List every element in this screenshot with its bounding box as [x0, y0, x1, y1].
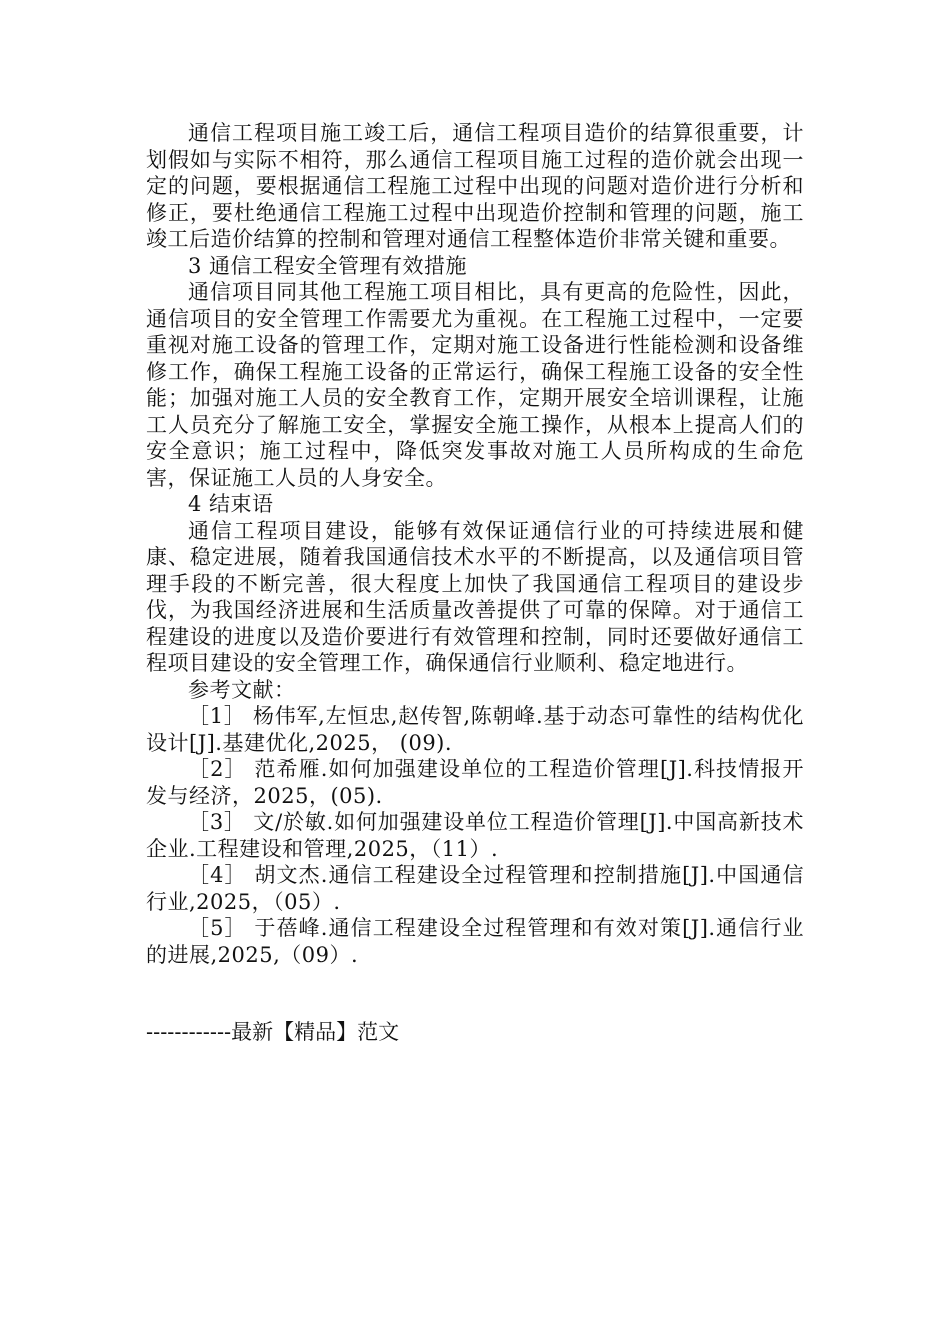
reference-item: ［2］ 范希雁.如何加强建设单位的工程造价管理[J].科技情报开发与经济，2025，(05).	[146, 757, 804, 808]
reference-item: ［1］ 杨伟军,左恒忠,赵传智,陈朝峰.基于动态可靠性的结构优化设计[J].基建优化,2025， (09).	[146, 704, 804, 755]
document-body	[146, 120, 804, 968]
paragraph: 通信工程项目建设，能够有效保证通信行业的可持续进展和健康、稳定进展，随着我国通信技术水平的不断提高，以及通信项目管理手段的不断完善，很大程度上加快了我国通信工程项目的建设步伐，为我国经济进展和生活质量改善提供了可靠的保障。对于通信工程建设的进度以及造价要进行有效管理和控制，同时还要做好通信工程项目建设的安全管理工作，确保通信行业顺利、稳定地进行。	[146, 518, 804, 675]
paragraph: 通信项目同其他工程施工项目相比，具有更高的危险性，因此，通信项目的安全管理工作需要尤为重视。在工程施工过程中，一定要重视对施工设备的管理工作，定期对施工设备进行性能检测和设备维修工作，确保工程施工设备的正常运行，确保工程施工设备的安全性能；加强对施工人员的安全教育工作，定期开展安全培训课程，让施工人员充分了解施工安全，掌握安全施工操作，从根本上提高人们的安全意识；施工过程中，降低突发事故对施工人员所构成的生命危害，保证施工人员的人身安全。	[146, 280, 804, 490]
footer-text: ------------最新【精品】范文	[146, 1020, 400, 1044]
paragraph: 通信工程项目施工竣工后，通信工程项目造价的结算很重要，计划假如与实际不相符，那么通信工程项目施工过程的造价就会出现一定的问题，要根据通信工程施工过程中出现的问题对造价进行分析和修正，要杜绝通信工程施工过程中出现造价控制和管理的问题，施工竣工后造价结算的控制和管理对通信工程整体造价非常关键和重要。	[146, 121, 804, 251]
references-title: 参考文献：	[188, 677, 296, 702]
section-heading: 4 结束语	[188, 492, 274, 516]
reference-item: ［5］ 于蓓峰.通信工程建设全过程管理和有效对策[J].通信行业的进展,2025,（09）.	[146, 916, 804, 967]
reference-item: ［3］ 文/於敏.如何加强建设单位工程造价管理[J].中国高新技术企业.工程建设和管理,2025，（11）.	[146, 810, 804, 861]
reference-item: ［4］ 胡文杰.通信工程建设全过程管理和控制措施[J].中国通信行业,2025，（05）.	[146, 863, 804, 914]
section-heading: 3 通信工程安全管理有效措施	[188, 253, 468, 278]
